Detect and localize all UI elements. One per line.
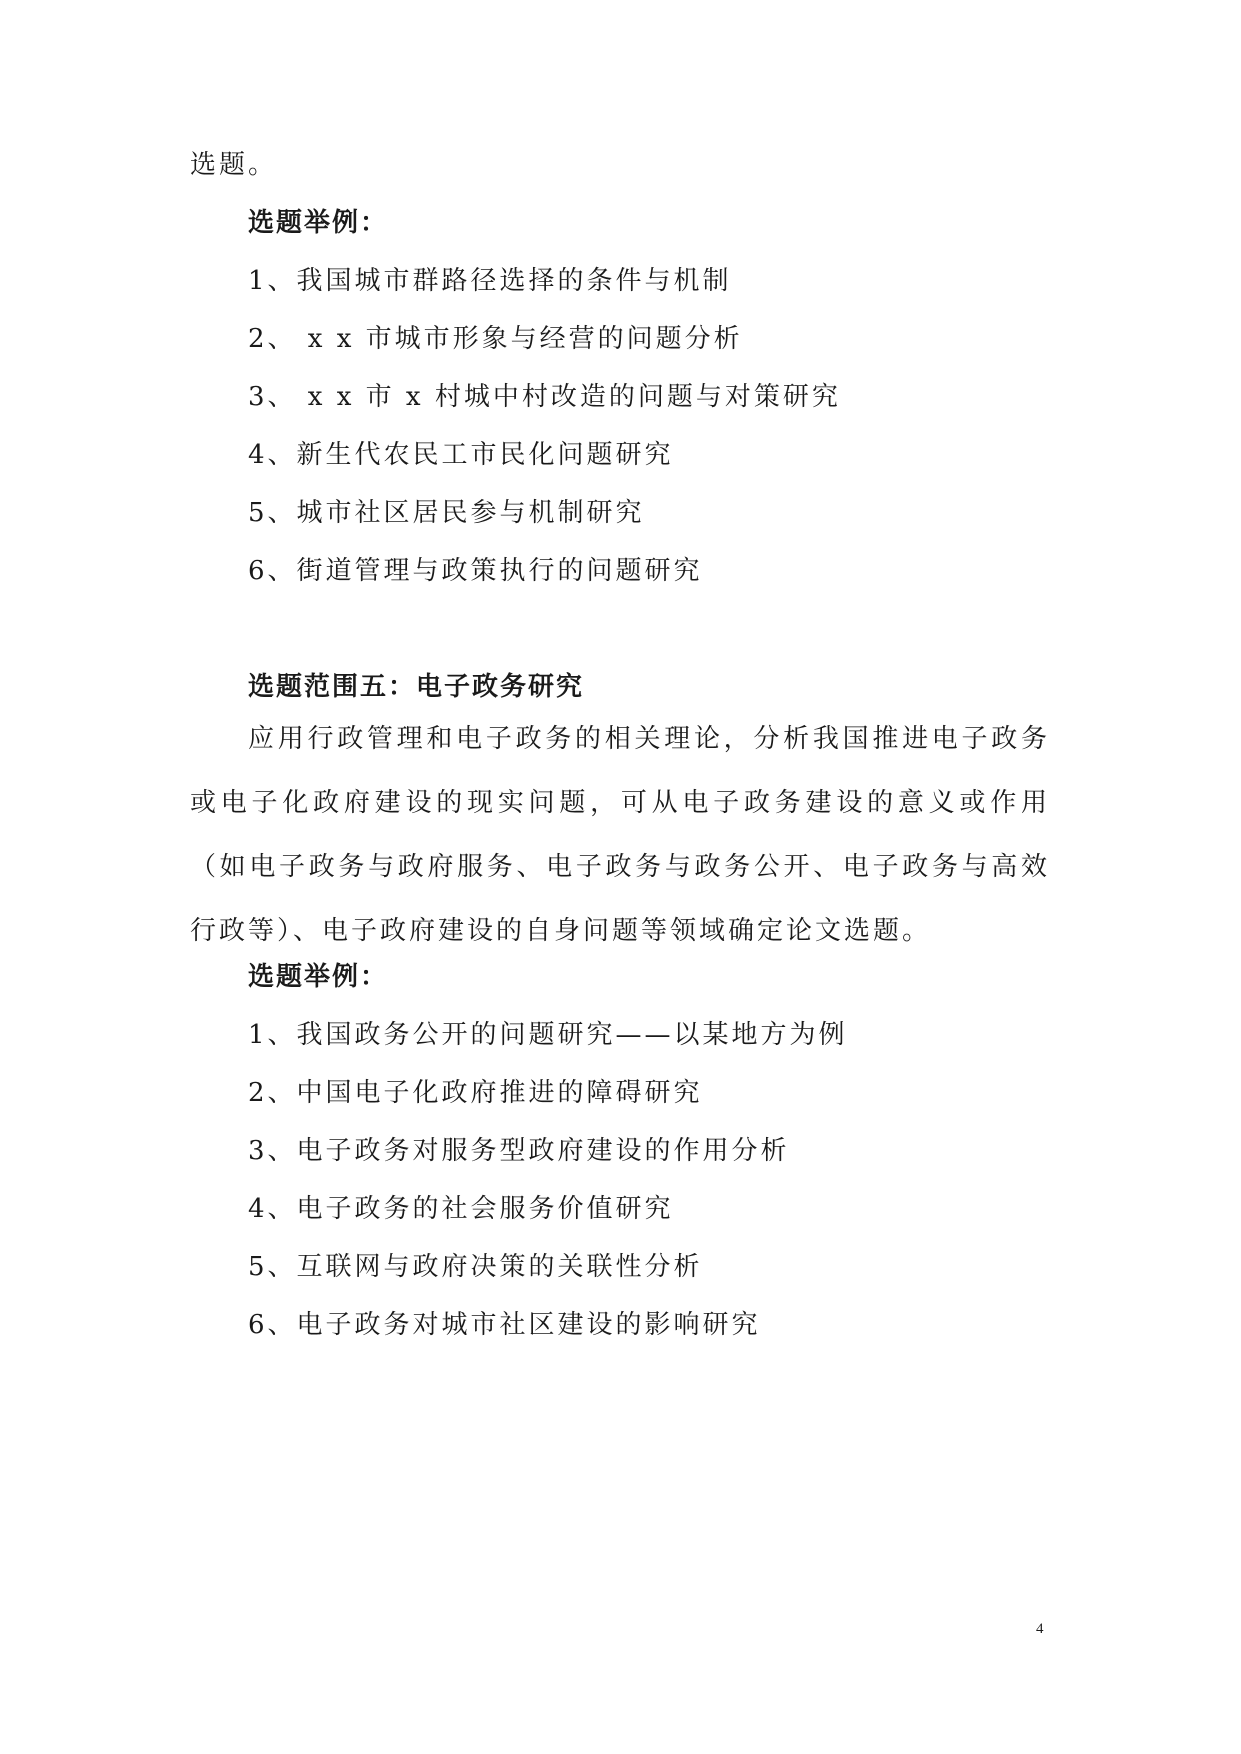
examples-heading: 选题举例：	[248, 962, 389, 992]
list-item: 5、互联网与政府决策的关联性分析	[248, 1252, 703, 1282]
list-item: 5、城市社区居民参与机制研究	[248, 498, 645, 528]
section-heading: 选题范围五：电子政务研究	[248, 672, 585, 702]
list-item: 4、电子政务的社会服务价值研究	[248, 1194, 674, 1224]
list-item: 2、 x x 市城市形象与经营的问题分析	[248, 324, 743, 354]
list-item: 6、电子政务对城市社区建设的影响研究	[248, 1310, 761, 1340]
list-item: 1、我国政务公开的问题研究——以某地方为例	[248, 1020, 848, 1050]
page-number: 4	[1036, 1621, 1044, 1637]
section-paragraph: 应用行政管理和电子政务的相关理论，分析我国推进电子政务或电子化政府建设的现实问题，可从电子政务建设的意义或作用（如电子政务与政府服务、电子政务与政务公开、电子政务与高效行政等）、电子政府建设的自身问题等领域确定论文选题。	[190, 724, 1050, 946]
list-item: 1、我国城市群路径选择的条件与机制	[248, 266, 732, 296]
list-item: 3、电子政务对服务型政府建设的作用分析	[248, 1136, 790, 1166]
list-item: 3、 x x 市 x 村城中村改造的问题与对策研究	[248, 382, 841, 412]
examples-heading: 选题举例：	[248, 208, 389, 238]
list-item: 4、新生代农民工市民化问题研究	[248, 440, 674, 470]
list-item: 2、中国电子化政府推进的障碍研究	[248, 1078, 703, 1108]
continuation-text: 选题。	[190, 150, 278, 180]
list-item: 6、街道管理与政策执行的问题研究	[248, 556, 703, 586]
